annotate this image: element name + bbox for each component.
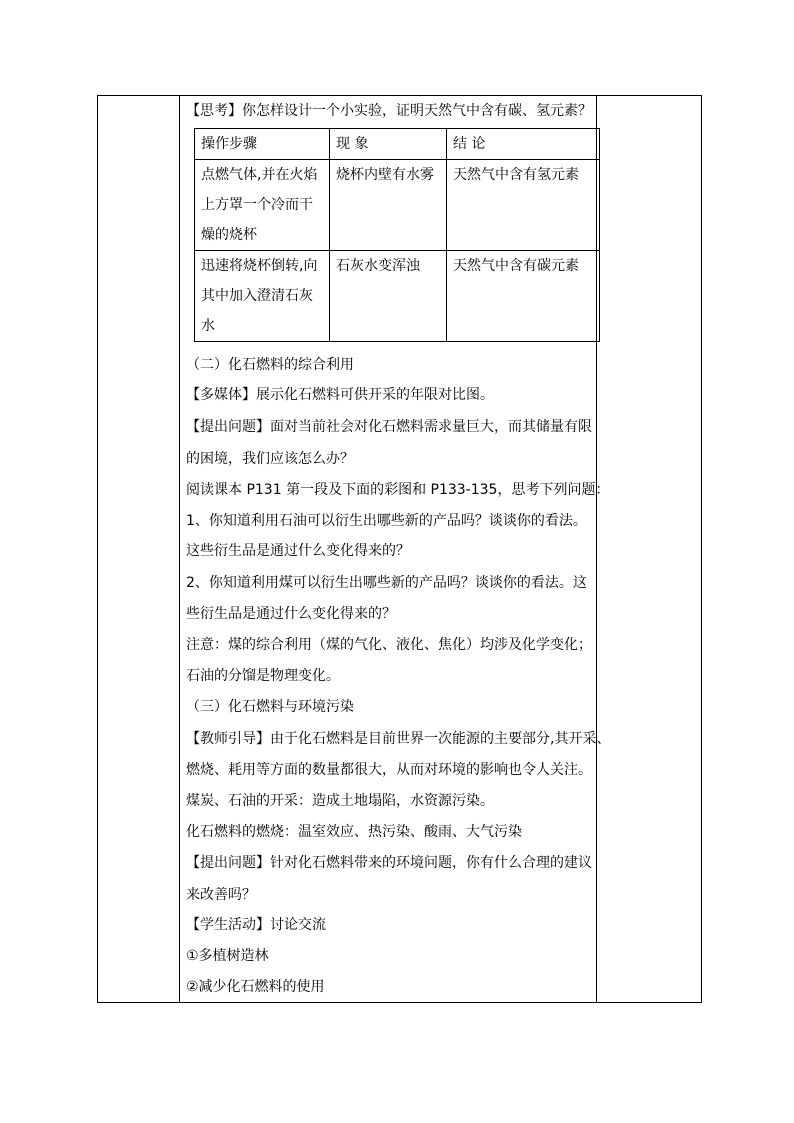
problem-2-line-a: 2、你知道利用煤可以衍生出哪些新的产品吗？谈谈你的看法。这 [186, 575, 587, 591]
column-divider-left [179, 96, 180, 1002]
section-2-heading: （二）化石燃料的综合利用 [186, 357, 354, 373]
think-text: 你怎样设计一个小实验，证明天然气中含有碳、氢元素？ [242, 103, 592, 119]
table-header-row [195, 129, 600, 160]
media-tag: 【多媒体】 [186, 387, 256, 403]
table-row [195, 160, 600, 251]
problem-2-line-b: 些衍生品是通过什么变化得来的？ [186, 606, 396, 622]
question-text: 面对当前社会对化石燃料需求量巨大，而其储量有限 [270, 419, 592, 435]
student-tag: 【学生活动】 [186, 917, 270, 933]
note-line-b: 石油的分馏是物理变化。 [186, 668, 340, 684]
think-tag: 【思考】 [186, 103, 242, 119]
step-line: 迅速将烧杯倒转,向 [201, 258, 318, 274]
question-1-cont: 的困境，我们应该怎么办？ [186, 451, 354, 467]
question-tag: 【提出问题】 [186, 855, 270, 871]
media-line [186, 385, 494, 405]
mining-line: 煤炭、石油的开采：造成土地塌陷，水资源污染。 [186, 793, 494, 809]
problem-1-line-a: 1、你知道利用石油可以衍生出哪些新的产品吗？谈谈你的看法。 [186, 513, 587, 529]
phenomenon-cell: 石灰水变浑浊 [330, 251, 447, 342]
phenomenon-cell: 烧杯内壁有水雾 [330, 160, 447, 251]
question-2-cont: 来改善吗？ [186, 887, 256, 903]
header-step: 操作步骤 [195, 129, 330, 160]
step-line: 其中加入澄清石灰 [201, 288, 313, 304]
note-line-a: 注意：煤的综合利用（煤的气化、液化、焦化）均涉及化学变化； [186, 637, 592, 653]
teacher-cont: 燃烧、耗用等方面的数量都很大，从而对环境的影响也令人关注。 [186, 762, 592, 778]
question-text: 针对化石燃料带来的环境问题，你有什么合理的建议 [270, 855, 592, 871]
section-3-heading: （三）化石燃料与环境污染 [186, 699, 354, 715]
experiment-table [194, 128, 600, 342]
list-item: ②减少化石燃料的使用 [186, 979, 325, 995]
teacher-line [186, 729, 610, 749]
teacher-text: 由于化石燃料是目前世界一次能源的主要部分,其开采、 [270, 731, 611, 747]
reading-instruction: 阅读课本 P131 第一段及下面的彩图和 P133-135，思考下列问题： [186, 482, 610, 498]
step-line: 水 [201, 318, 215, 334]
table-row [195, 251, 600, 342]
step-line: 燥的烧杯 [201, 227, 257, 243]
teacher-tag: 【教师引导】 [186, 731, 270, 747]
question-tag: 【提出问题】 [186, 419, 270, 435]
header-conclusion: 结 论 [447, 129, 600, 160]
step-line: 上方罩一个冷而干 [201, 197, 313, 213]
step-cell [195, 160, 330, 251]
student-line [186, 915, 326, 935]
header-phenomenon: 现 象 [330, 129, 447, 160]
step-cell [195, 251, 330, 342]
question-2-line [186, 853, 592, 873]
problem-1-line-b: 这些衍生品是通过什么变化得来的？ [186, 543, 410, 559]
conclusion-cell: 天然气中含有氢元素 [447, 160, 600, 251]
burning-line: 化石燃料的燃烧：温室效应、热污染、酸雨、大气污染 [186, 824, 522, 840]
question-1-line [186, 417, 592, 437]
list-item: ①多植树造林 [186, 948, 269, 964]
student-text: 讨论交流 [270, 917, 326, 933]
media-text: 展示化石燃料可供开采的年限对比图。 [256, 387, 494, 403]
step-line: 点燃气体,并在火焰 [201, 167, 318, 183]
think-line [186, 101, 592, 121]
conclusion-cell: 天然气中含有碳元素 [447, 251, 600, 342]
